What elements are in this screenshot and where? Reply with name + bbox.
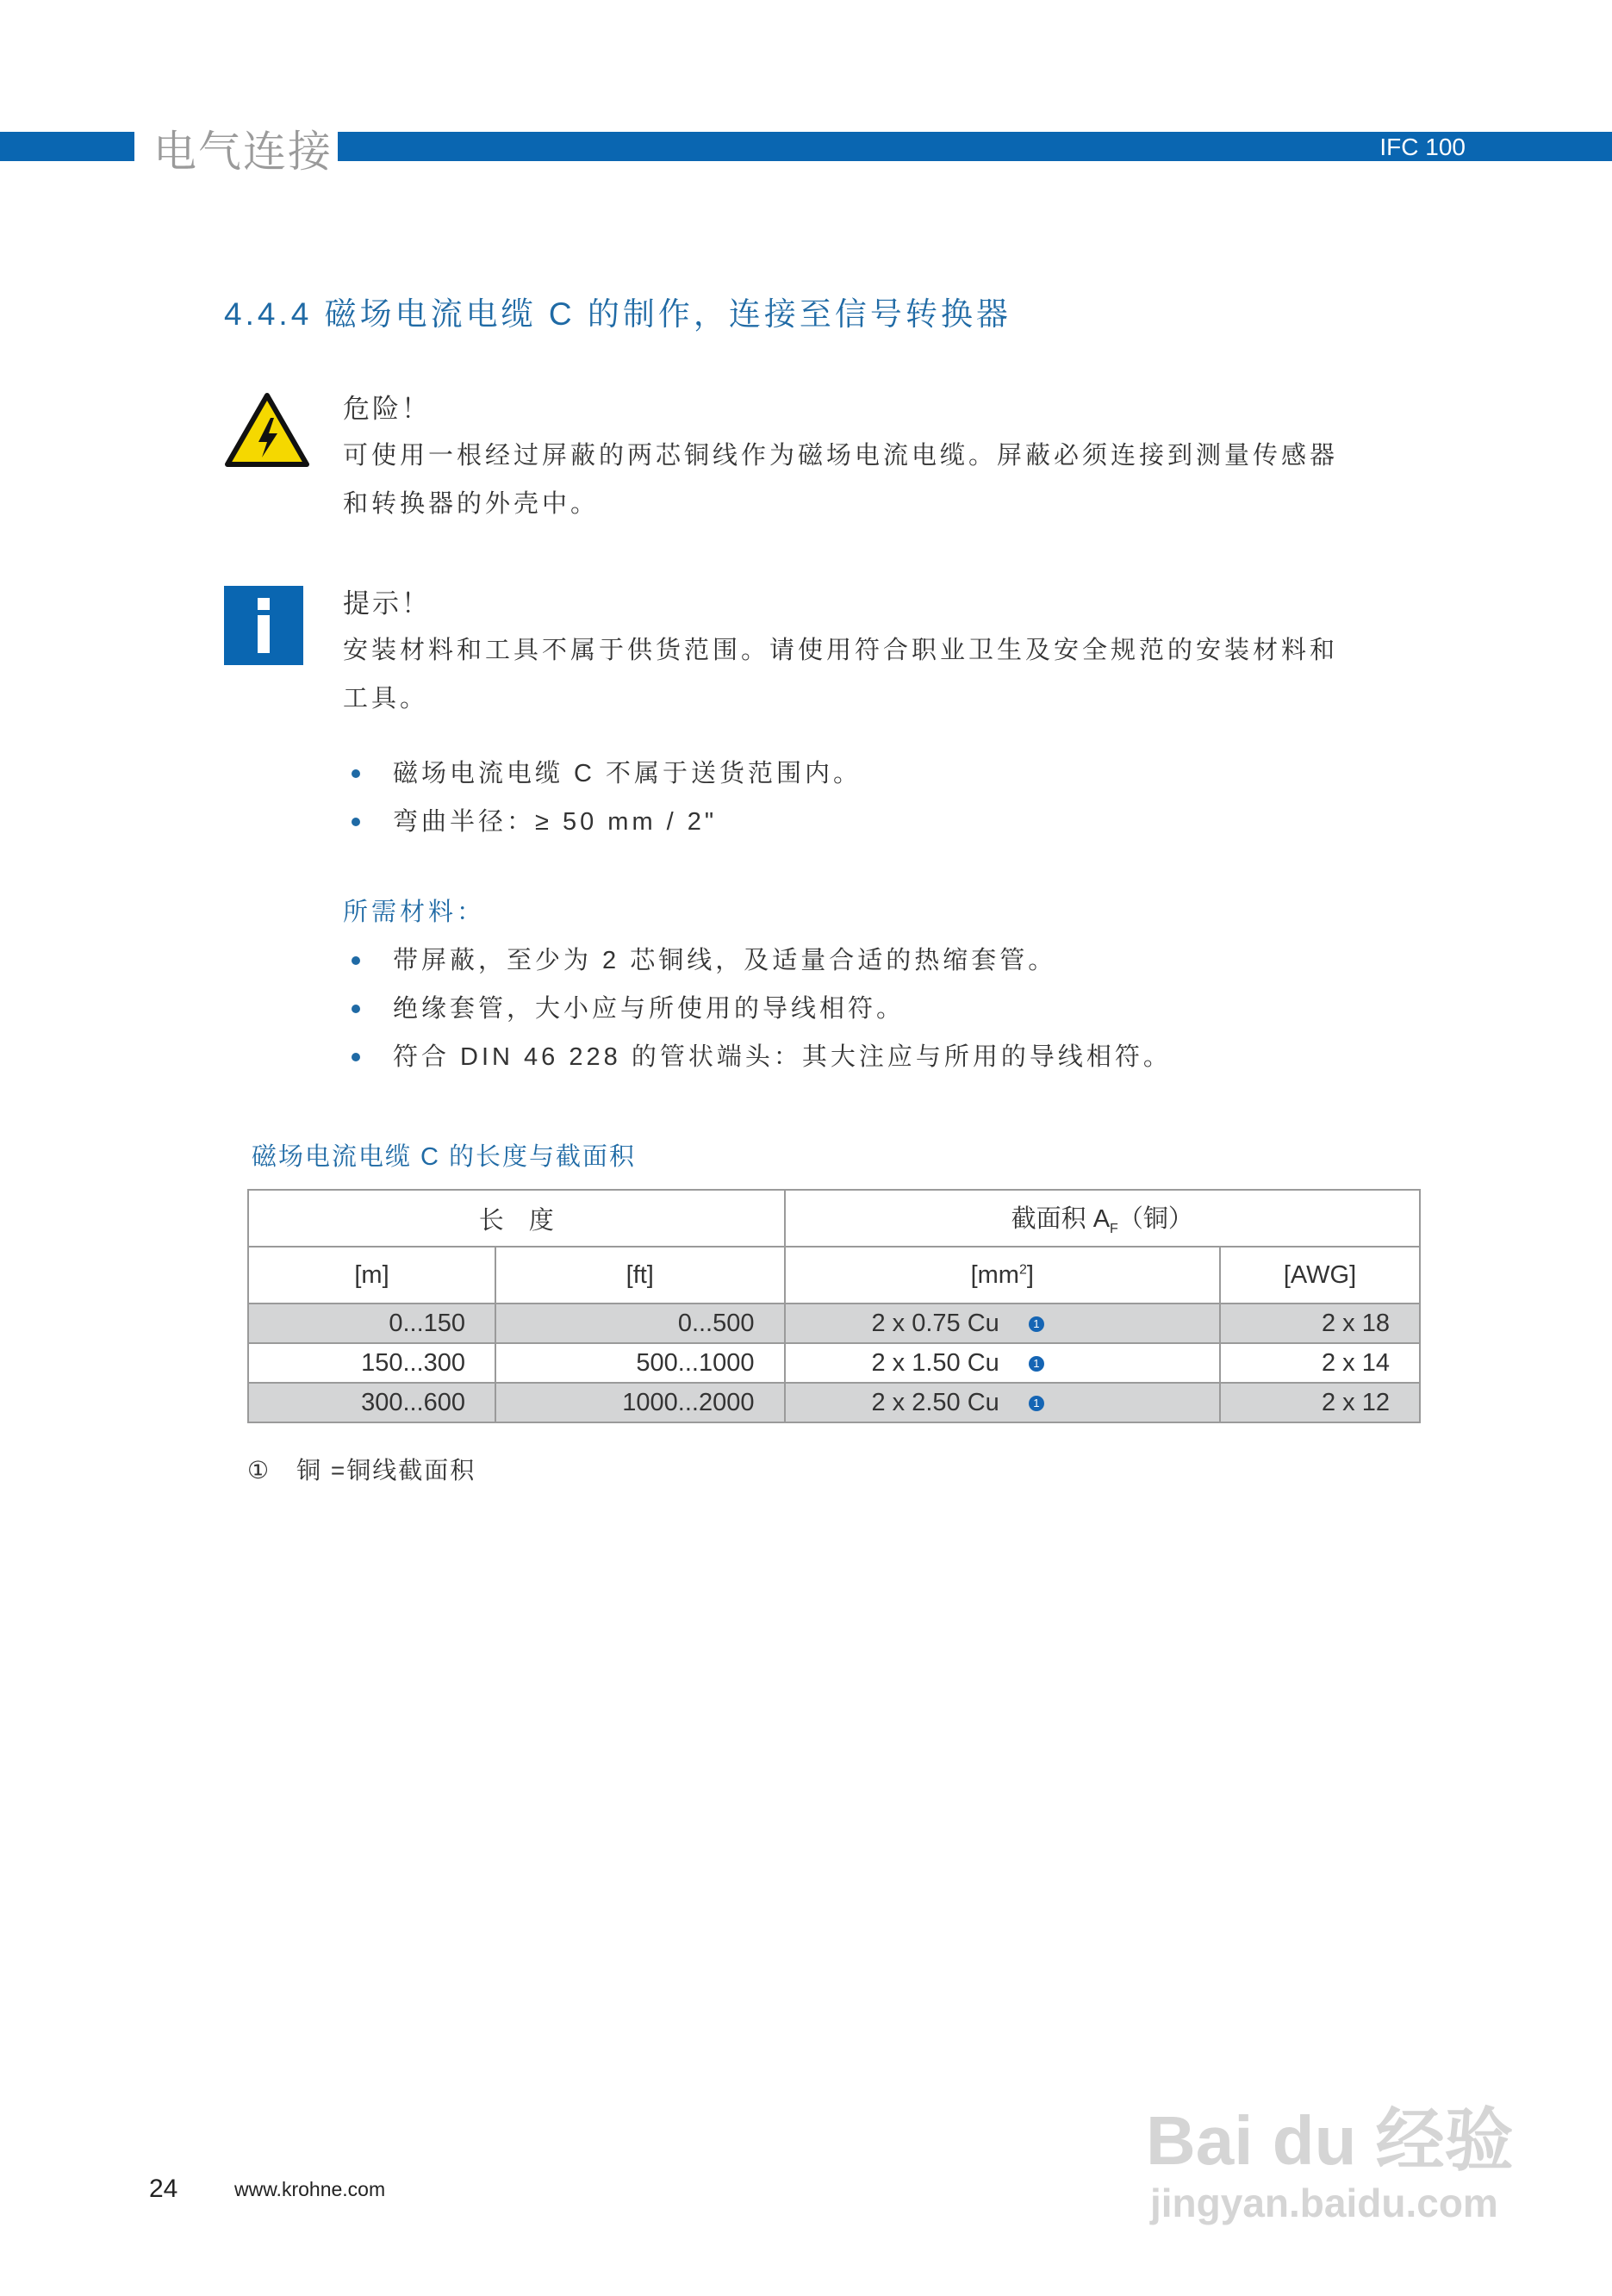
col-ft: [ft] [495, 1247, 784, 1304]
material-item: 带屏蔽，至少为 2 芯铜线，及适量合适的热缩套管。 [393, 947, 1057, 974]
note-line: 工具。 [343, 685, 429, 712]
danger-line: 和转换器的外壳中。 [343, 490, 600, 518]
material-item: 符合 DIN 46 228 的管状端头：其大注应与所用的导线相符。 [393, 1043, 1172, 1071]
danger-title: 危险！ [343, 394, 431, 424]
bullet-item: 磁场电流电缆 C 不属于送货范围内。 [393, 760, 862, 787]
material-item: 绝缘套管，大小应与所使用的导线相符。 [393, 995, 906, 1023]
table-row [248, 1383, 1420, 1422]
watermark-url: jingyan.baidu.com [1150, 2181, 1498, 2225]
col-mm2: $[mm^2]$ [785, 1247, 1221, 1304]
table-row [248, 1343, 1420, 1383]
note-title: 提示！ [343, 588, 431, 619]
cell-m: 300...600 [248, 1383, 495, 1422]
note-line: 安装材料和工具不属于供货范围。请使用符合职业卫生及安全规范的安装材料和 [343, 637, 1339, 664]
table-caption: 磁场电流电缆 C 的长度与截面积 [252, 1143, 637, 1171]
warning-high-voltage-icon [224, 392, 310, 468]
cell-mm2: 2 x 2.50 Cu 1 [785, 1383, 1221, 1422]
bullet-icon [352, 769, 360, 778]
section-heading: 4.4.4 磁场电流电缆 C 的制作，连接至信号转换器 [224, 296, 1011, 332]
header-length: 长 度 [248, 1190, 785, 1247]
danger-line: 可使用一根经过屏蔽的两芯铜线作为磁场电流电缆。屏蔽必须连接到测量传感器 [343, 442, 1339, 470]
col-awg: [AWG] [1220, 1247, 1420, 1304]
col-m: [m] [248, 1247, 495, 1304]
bullet-icon [352, 1053, 360, 1061]
cable-table [247, 1189, 1421, 1423]
cell-awg: 2 x 18 [1220, 1304, 1420, 1343]
header-area: 截面积 $A_F$（铜） [785, 1190, 1421, 1247]
product-name: IFC 100 [1379, 134, 1466, 160]
info-icon [224, 586, 303, 665]
footnote-marker-icon: 1 [1029, 1356, 1044, 1372]
bullet-item: 弯曲半径：≥ 50 mm / 2" [393, 808, 718, 836]
cell-m: 150...300 [248, 1343, 495, 1383]
cell-ft: 1000...2000 [495, 1383, 784, 1422]
cell-awg: 2 x 14 [1220, 1343, 1420, 1383]
materials-title: 所需材料： [343, 899, 486, 926]
cell-mm2: 2 x 1.50 Cu 1 [785, 1343, 1221, 1383]
header-bar-left [0, 132, 134, 161]
footnote-marker-icon: 1 [1029, 1316, 1044, 1332]
cell-ft: 500...1000 [495, 1343, 784, 1383]
cell-m: 0...150 [248, 1304, 495, 1343]
bullet-icon [352, 818, 360, 826]
table-footnote: ① 铜 =铜线截面积 [247, 1457, 476, 1484]
chapter-title: 电气连接 [153, 128, 333, 176]
cell-ft: 0...500 [495, 1304, 784, 1343]
cell-awg: 2 x 12 [1220, 1383, 1420, 1422]
footnote-marker-icon: 1 [1029, 1396, 1044, 1411]
cell-mm2: 2 x 0.75 Cu 1 [785, 1304, 1221, 1343]
footer-url[interactable]: www.krohne.com [234, 2178, 386, 2200]
page-number: 24 [149, 2175, 178, 2203]
watermark-brand: Bai du 经验 [1146, 2102, 1514, 2179]
table-row [248, 1304, 1420, 1343]
bullet-icon [352, 956, 360, 965]
bullet-icon [352, 1005, 360, 1013]
